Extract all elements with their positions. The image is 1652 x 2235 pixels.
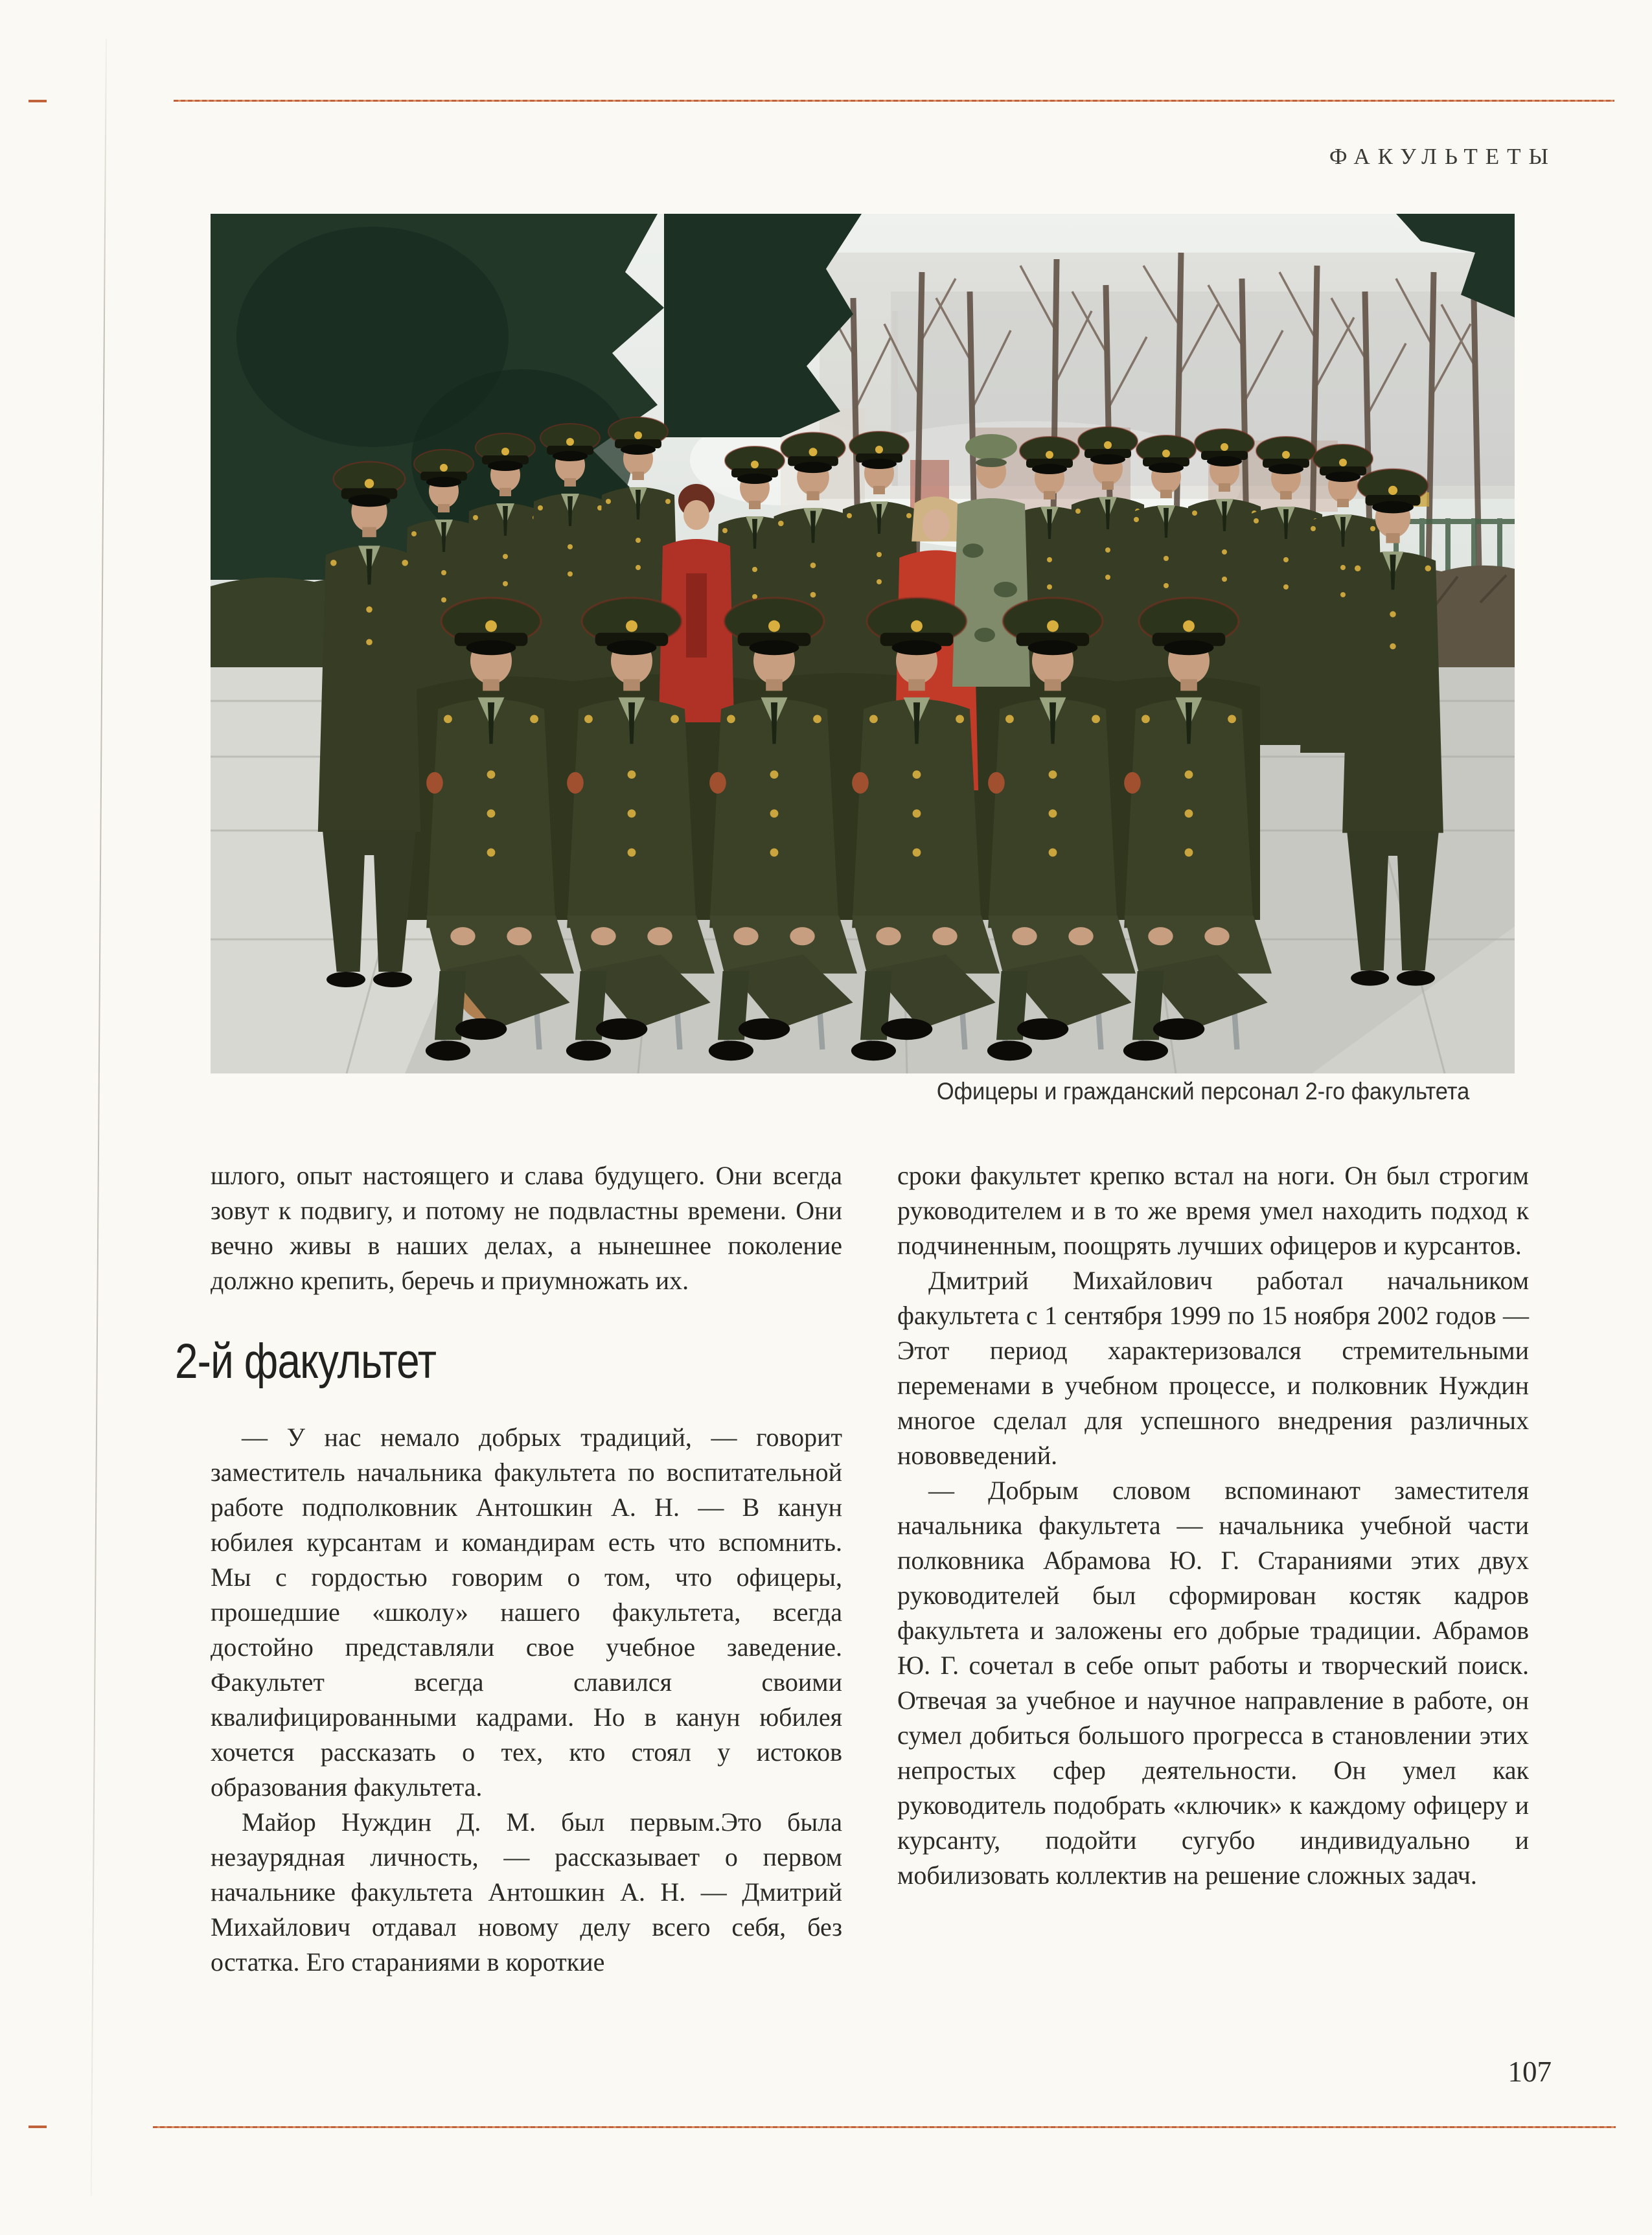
top-rule <box>174 100 1614 102</box>
section-heading: 2-й факультет <box>175 1334 437 1389</box>
paragraph: Дмитрий Михайлович работал начальником факультета с 1 сентября 1999 по 15 ноября 2002 годов — Этот период характеризовался стремительными переменами в учебном процессе, и полковник Нуждин многое сделал для успешного внедрения различных нововведений. <box>897 1266 1529 1470</box>
left-column <box>175 1158 842 1980</box>
paragraph: — У нас немало добрых традиций, — говорит заместитель начальника факультета по воспитательной работе подполковник Антошкин А. Н. — В канун юбилея курсантам и командирам есть что вспомнить. Мы с гордостью говорим о том, что офицеры, прошедшие «школу» нашего факультета, всегда достойно представляли свое учебное заведение. Факультет всегда славился своими квалифицированными кадрами. Но в канун юбилея хочется рассказать о тех, кто стоял у истоков образования факультета. <box>211 1423 842 1802</box>
group-photo-illustration <box>211 214 1515 1073</box>
paragraph: Майор Нуждин Д. М. был первым.Это была незаурядная личность, — рассказывает о первом начальнике факультета Антошкин А. Н. — Дмитрий Михайлович отдавал новому делу всего себя, без остатка. Его стараниями в короткие <box>211 1807 842 1977</box>
bottom-left-dash <box>29 2126 47 2128</box>
photo-caption: Офицеры и гражданский персонал 2-го факультета <box>936 1078 1469 1105</box>
running-head: ФАКУЛЬТЕТЫ <box>1329 144 1556 169</box>
page-edge-scan-line <box>91 39 107 2196</box>
page-number: 107 <box>1508 2056 1552 2088</box>
paragraph-continuation: сроки факультет крепко встал на ноги. Он был строгим руководителем и в то же время умел находить подход к подчиненным, поощрять лучших офицеров и курсантов. <box>897 1161 1529 1260</box>
paragraph: — Добрым словом вспоминают заместителя начальника факультета — начальника учебной части полковника Абрамова Ю. Г. Стараниями этих двух руководителей был сформирован костяк кадров факультета и заложены его добрые традиции. Абрамов Ю. Г. сочетал в себе опыт работы и творческий поиск. Отвечая за учебное и научное направление в работе, он сумел добиться большого прогресса в становлении этих непростых сфер деятельности. Он умел как руководитель подобрать «ключик» к каждому офицеру и курсанту, подойти сугубо индивидуально и мобилизовать коллектив на решение сложных задач. <box>897 1476 1529 1890</box>
top-left-dash <box>29 100 47 102</box>
paragraph-continuation: шлого, опыт настоящего и слава будущего. Они всегда зовут к подвигу, и потому не подвластны времени. Они вечно живы в наших делах, а нынешнее поколение должно крепить, беречь и приумножать их. <box>211 1161 842 1295</box>
group-photo <box>211 214 1515 1073</box>
right-column <box>897 1158 1529 1893</box>
bottom-rule <box>153 2126 1616 2128</box>
